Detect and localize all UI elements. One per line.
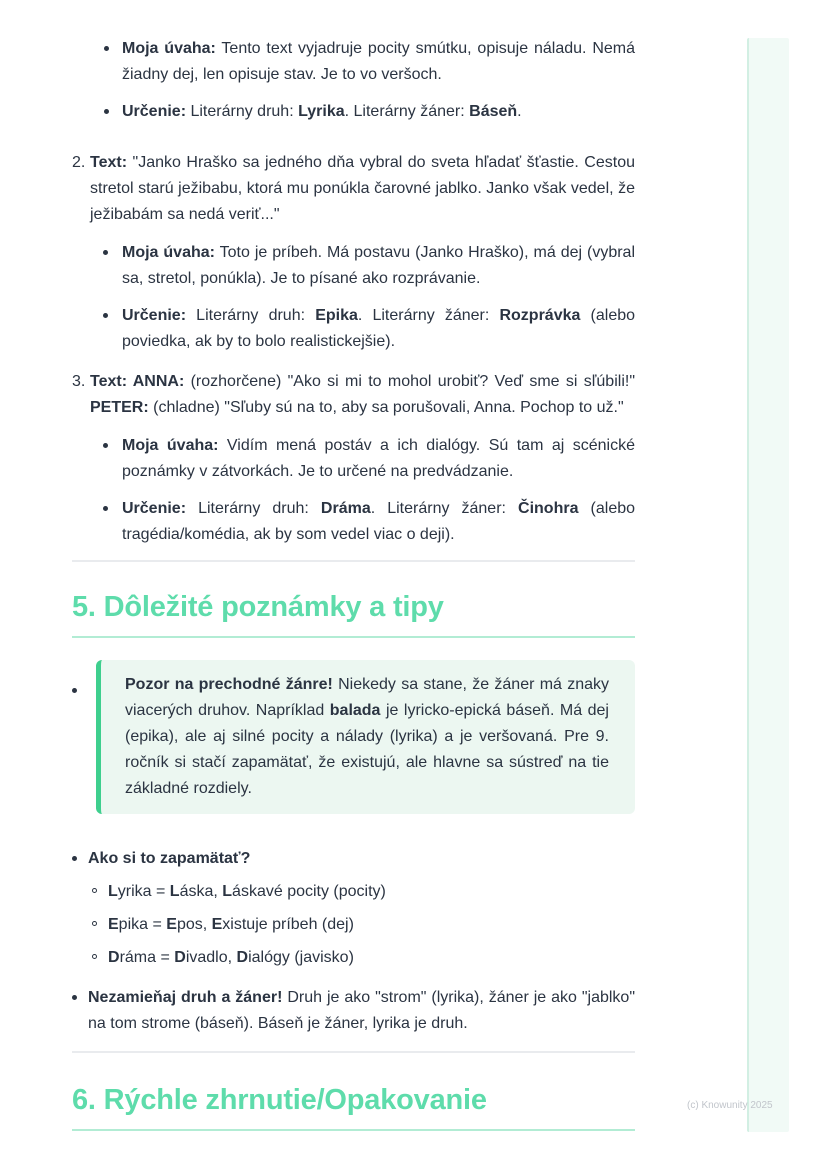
list-item (88, 912, 635, 938)
list-item (88, 879, 635, 905)
bullet-dot-icon (104, 109, 109, 114)
notes-content (72, 0, 635, 1131)
list-item-text: Dráma = Divadlo, Dialógy (javisko) (108, 949, 354, 966)
list-item-text: Moja úvaha: Toto je príbeh. Má postavu (Janko Hraško), má dej (vybral sa, stretol, ponúkla). Je to písané ako rozprávanie. (122, 244, 635, 287)
bullet-circle-icon (92, 954, 97, 959)
bullet-dot-icon (72, 688, 77, 693)
callout-list-item (72, 660, 635, 814)
bullet-circle-icon (92, 921, 97, 926)
bullet-dot-icon (103, 506, 108, 511)
list-item (90, 496, 635, 548)
bullet-dot-icon (103, 443, 108, 448)
bullet-dot-icon (104, 46, 109, 51)
section-5-heading: 5. Dôležité poznámky a tipy (72, 590, 635, 638)
page-edge-strip (747, 38, 789, 1132)
item3-bullet-list (90, 433, 635, 548)
item-number: 3. (72, 373, 86, 390)
bullet-dot-icon (103, 313, 108, 318)
item1-bullet-list (72, 36, 635, 125)
section-divider (72, 560, 635, 562)
section-6-heading: 6. Rýchle zhrnutie/Opakovanie (72, 1083, 635, 1131)
numbered-item-2 (72, 150, 635, 355)
list-item (88, 945, 635, 971)
list-item (90, 240, 635, 292)
list-item-text: Moja úvaha: Vidím mená postáv a ich dialógy. Sú tam aj scénické poznámky v zátvorkách. Je to určené na predvádzanie. (122, 437, 635, 480)
list-item (72, 99, 635, 125)
bullet-circle-icon (92, 888, 97, 893)
dont-confuse-list-item (72, 985, 635, 1037)
example-text: Text: ANNA: (rozhorčene) "Ako si mi to mohol urobiť? Veď sme si sľúbili!" PETER: (chladne) "Sľuby sú na to, aby sa porušovali, Anna. Pochop to už." (90, 373, 635, 416)
examples-numbered-list (72, 150, 635, 548)
item-number: 2. (72, 154, 86, 171)
section-divider (72, 1051, 635, 1053)
copyright-note: (c) Knowunity 2025 (687, 1100, 773, 1111)
bullet-dot-icon (72, 856, 77, 861)
bullet-dot-icon (103, 250, 108, 255)
memorize-list-item (72, 846, 635, 971)
list-item-text: Určenie: Literárny druh: Lyrika. Literárny žáner: Báseň. (122, 103, 522, 120)
bullet-dot-icon (72, 995, 77, 1000)
callout-text: Pozor na prechodné žánre! Niekedy sa stane, že žáner má znaky viacerých druhov. Napríklad balada je lyricko-epická báseň. Má dej (epika), ale aj silné pocity a nálady (lyrika) a je veršovaná. Pre 9. ročník si stačí zapamätať, že existujú, ale hlavne sa sústreď na tie základné rozdiely. (125, 676, 609, 797)
list-item-text: Určenie: Literárny druh: Epika. Literárny žáner: Rozprávka (alebo poviedka, ak by to bolo realistickejšie). (122, 307, 636, 350)
example-text: Text: "Janko Hraško sa jedného dňa vybral do sveta hľadať šťastie. Cestou stretol starú ježibabu, ktorá mu ponúkla čarovné jablko. Janko však vedel, že ježibabám sa nedá veriť..." (90, 154, 635, 223)
tips-bullet-list (72, 660, 635, 1037)
list-item-text: Epika = Epos, Existuje príbeh (dej) (108, 916, 354, 933)
list-item (90, 303, 635, 355)
memorize-title: Ako si to zapamätať? (88, 850, 251, 867)
numbered-item-3 (72, 369, 635, 548)
list-item-text: Nezamieňaj druh a žáner! Druh je ako "strom" (lyrika), žáner je ako "jablko" na tom strome (báseň). Báseň je žáner, lyrika je druh. (88, 989, 635, 1032)
memorize-sub-list (88, 879, 635, 971)
list-item-text: Lyrika = Láska, Láskavé pocity (pocity) (108, 883, 386, 900)
list-item (90, 433, 635, 485)
list-item-text: Moja úvaha: Tento text vyjadruje pocity smútku, opisuje náladu. Nemá žiadny dej, len opisuje stav. Je to vo veršoch. (122, 40, 636, 83)
list-item (72, 36, 635, 88)
list-item-text: Určenie: Literárny druh: Dráma. Literárny žáner: Činohra (alebo tragédia/komédia, ak by som vedel viac o deji). (122, 500, 636, 543)
item2-bullet-list (90, 240, 635, 355)
callout-box (96, 660, 635, 814)
